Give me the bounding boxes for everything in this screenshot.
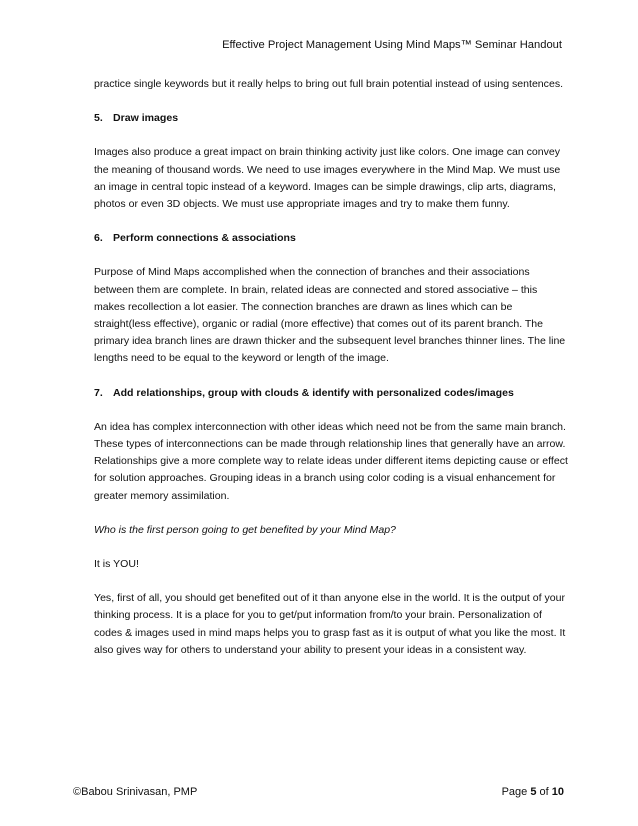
section-heading-relationships xyxy=(94,385,568,402)
section-paragraph-draw-images: Images also produce a great impact on brain thinking activity just like colors. One image can convey the meaning of thousand words. We need to use images everywhere in the Mind Map. We must use an image in central topic instead of a keyword. Images can be simple drawings, clip arts, diagrams, photos or even 3D objects. We must use appropriate images and try to make them funny. xyxy=(94,146,561,211)
section-title: Add relationships, group with clouds & identify with personalized codes/images xyxy=(113,386,514,399)
question-paragraph: Who is the first person going to get benefited by your Mind Map? xyxy=(94,523,396,536)
page-current: 5 xyxy=(530,786,537,798)
section-number: 7. xyxy=(94,386,103,399)
closing-paragraph: Yes, first of all, you should get benefited out of it than anyone else in the world. It is the output of your thinking process. It is a place for you to get/put information from/to your brain. Personalization of codes & images used in mind maps helps you to grasp fast as it is output of what you like the most. It also gives way for others to understand your ability to present your ideas in a consistent way. xyxy=(94,592,566,656)
section-number: 6. xyxy=(94,232,103,245)
section-heading-draw-images xyxy=(94,110,568,127)
page-body xyxy=(94,76,568,676)
intro-paragraph: practice single keywords but it really helps to bring out full brain potential instead of using sentences. xyxy=(94,78,564,90)
section-title: Draw images xyxy=(113,112,179,125)
section-title: Perform connections & associations xyxy=(113,232,296,245)
footer-author: ©Babou Srinivasan, PMP xyxy=(73,786,198,798)
page-total: 10 xyxy=(551,786,564,798)
page-of: of xyxy=(536,786,552,798)
section-heading-connections xyxy=(94,230,568,247)
answer-paragraph: It is YOU! xyxy=(94,558,139,571)
section-paragraph-connections: Purpose of Mind Maps accomplished when the connection of branches and their associations between them are complete. In brain, related ideas are connected and stored associative – this makes recollection a lot easier. The connection branches are drawn as lines which can be straight(less effective), organic or radial (more effective) that comes out of its parent branch. The primary idea branch lines are drawn thicker and the subsequent level branches thinner lines. The line lengths need to be equal to the keyword or length of the image. xyxy=(94,266,566,365)
page-number xyxy=(502,785,564,799)
page-prefix: Page xyxy=(501,786,531,798)
section-paragraph-relationships: An idea has complex interconnection with other ideas which need not be from the same main branch. These types of interconnections can be made through relationship lines that generally have an arrow. Relationships give a more complete way to relate ideas under different items depicting cause or effect for solution approaches. Grouping ideas in a branch using color coding is a visual enhancement for greater memory assimilation. xyxy=(94,420,568,502)
page-header: Effective Project Management Using Mind Maps™ Seminar Handout xyxy=(222,39,562,51)
section-number: 5. xyxy=(94,112,103,125)
